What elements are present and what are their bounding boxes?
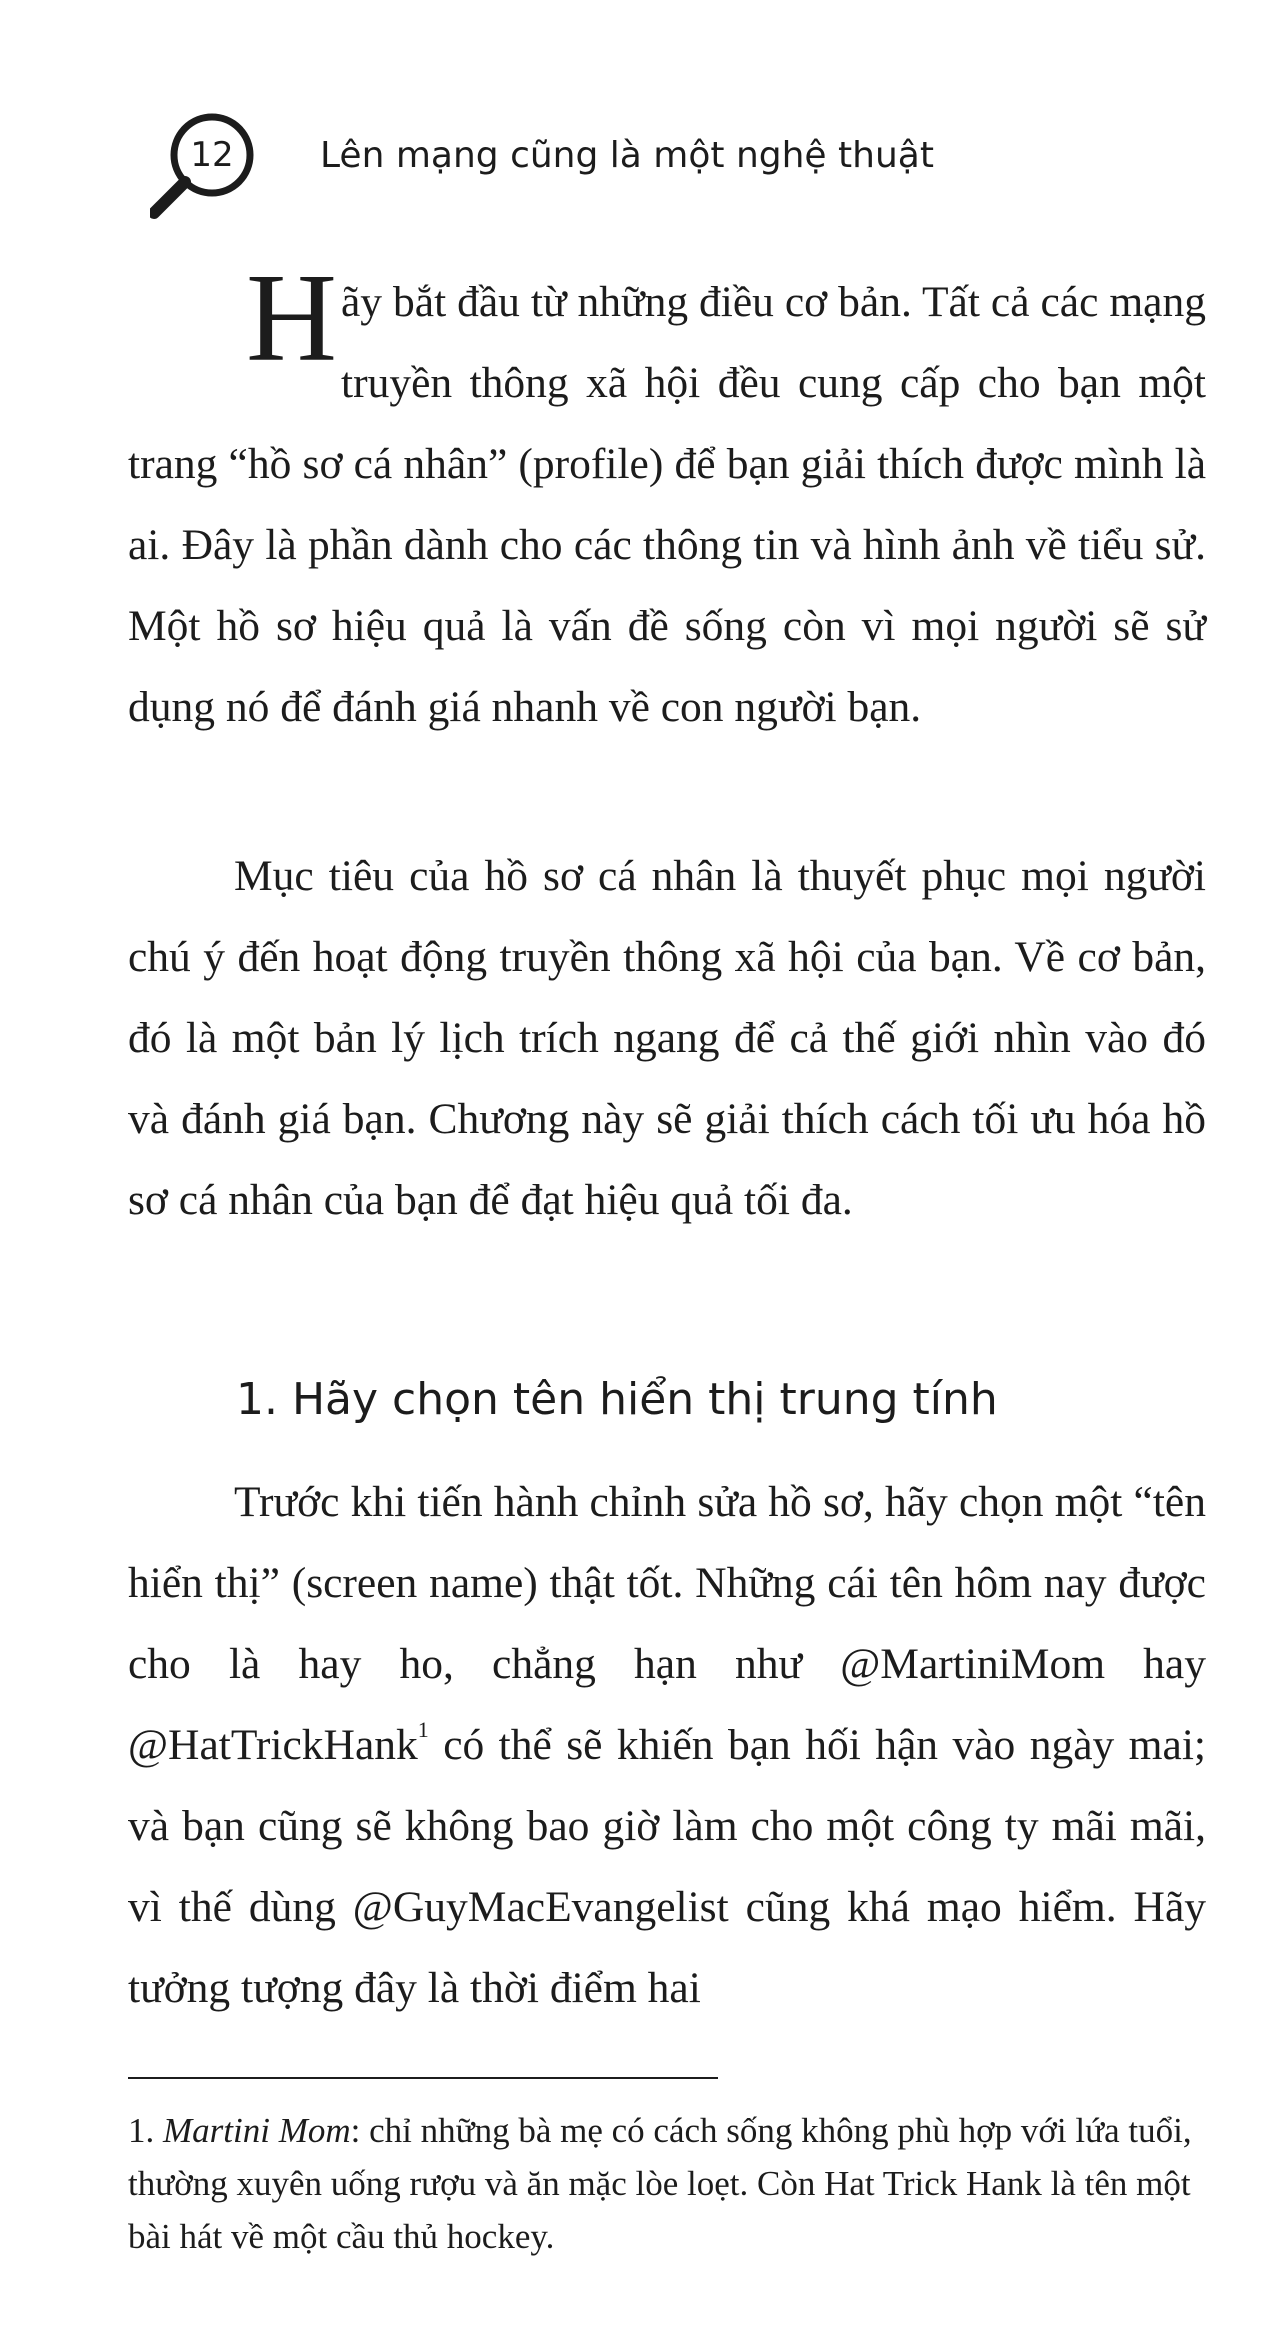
- drop-cap: H: [246, 249, 337, 388]
- footnote: [128, 2104, 1206, 2263]
- footnote-term: Martini Mom: [163, 2111, 351, 2150]
- paragraph-intro: [128, 249, 1206, 748]
- paragraph-goal: Mục tiêu của hồ sơ cá nhân là thuyết phục mọi người chú ý đến hoạt động truyền thông xã hội của bạn. Về cơ bản, đó là một bản lý lịch trích ngang để cả thế giới nhìn vào đó và đánh giá bạn. Chương này sẽ giải thích cách tối ưu hóa hồ sơ cá nhân của bạn để đạt hiệu quả tối đa.: [128, 852, 1206, 1224]
- paragraph-screen-name: [128, 1462, 1206, 2029]
- footnote-text: : chỉ những bà mẹ có cách sống không phù hợp với lứa tuổi, thường xuyên uống rượu và ăn mặc lòe loẹt. Còn Hat Trick Hank là tên một bài hát về một cầu thủ hockey.: [128, 2111, 1192, 2256]
- page-number: 12: [190, 135, 234, 175]
- footnote-divider: [128, 2077, 718, 2079]
- footnote-number: 1.: [128, 2111, 163, 2150]
- section-heading: 1. Hãy chọn tên hiển thị trung tính: [236, 1374, 998, 1425]
- paragraph-screen-name-text-1: Trước khi tiến hành chỉnh sửa hồ sơ, hãy chọn một “tên hiển thị” (screen name) thật tốt. Những cái tên hôm nay được cho là hay ho, chẳng hạn như @MartiniMom hay @HatTrickHank: [128, 1478, 1206, 1769]
- paragraph-intro-text: ãy bắt đầu từ những điều cơ bản. Tất cả các mạng truyền thông xã hội đều cung cấp cho bạn một trang “hồ sơ cá nhân” (profile) để bạn giải thích được mình là ai. Đây là phần dành cho các thông tin và hình ảnh về tiểu sử. Một hồ sơ hiệu quả là vấn đề sống còn vì mọi người sẽ sử dụng nó để đánh giá nhanh về con người bạn.: [128, 278, 1206, 731]
- footnote-reference: 1: [417, 1717, 429, 1742]
- running-title: Lên mạng cũng là một nghệ thuật: [320, 135, 934, 176]
- paragraph-screen-name-text-2: có thể sẽ khiến bạn hối hận vào ngày mai; và bạn cũng sẽ không bao giờ làm cho một công ty mãi mãi, vì thế dùng @GuyMacEvangelist cũng khá mạo hiểm. Hãy tưởng tượng đây là thời điểm hai: [128, 1721, 1206, 2012]
- page-header: [150, 112, 1150, 222]
